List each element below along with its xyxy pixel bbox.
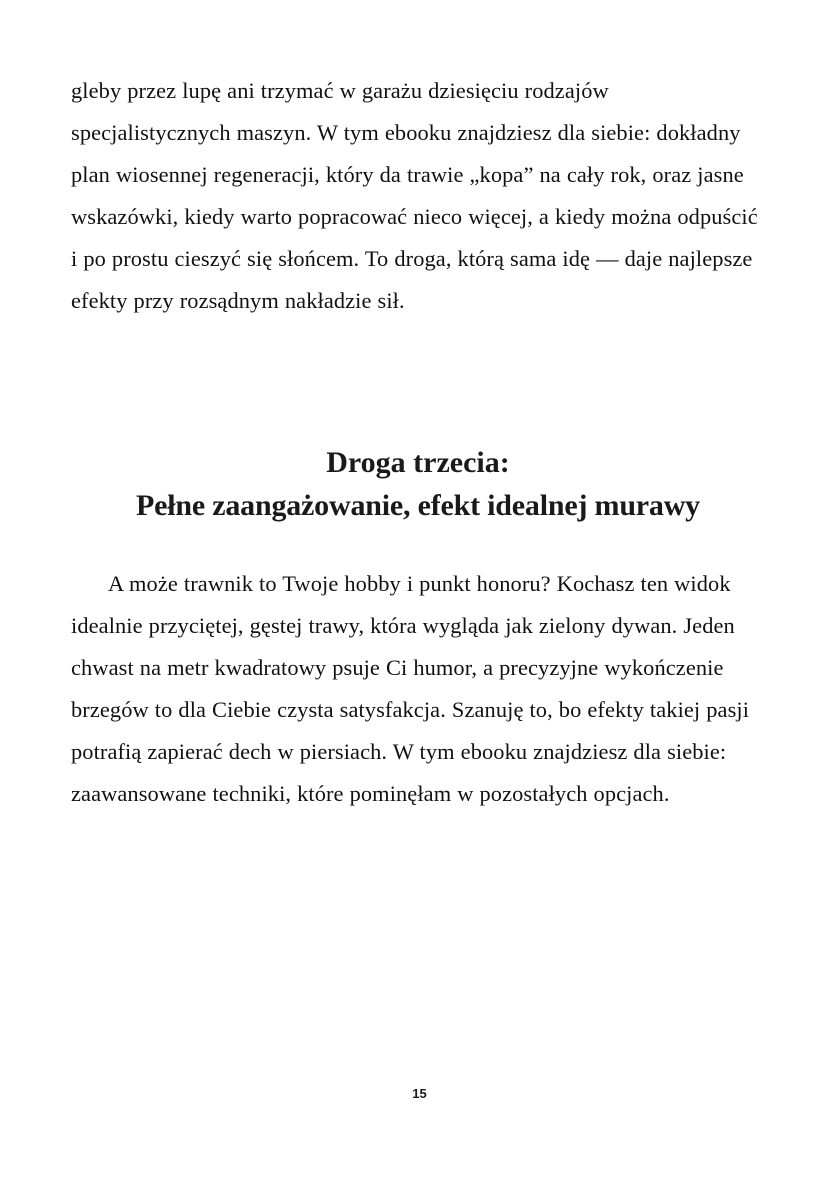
section-heading-block	[71, 441, 765, 527]
paragraph-after-heading-block	[71, 563, 765, 815]
section-heading-line-1: Droga trzecia:	[326, 446, 510, 479]
page-title	[71, 441, 765, 527]
paragraph-continued-block	[71, 70, 765, 322]
section-heading-line-2: Pełne zaangażowanie, efekt idealnej murawy	[135, 489, 700, 522]
page-number: 15	[412, 1086, 427, 1101]
paragraph-after-heading: A może trawnik to Twoje hobby i punkt honoru? Kochasz ten widok idealnie przyciętej, gęstej trawy, która wygląda jak zielony dywan. Jeden chwast na metr kwadratowy psuje Ci humor, a precyzyjne wykończenie brzegów to dla Ciebie czysta satysfakcja. Szanuję to, bo efekty takiej pasji potrafią zapierać dech w piersiach. W tym ebooku znajdziesz dla siebie: zaawansowane techniki, które pominęłam w pozostałych opcjach.	[71, 571, 750, 806]
paragraph-continued: gleby przez lupę ani trzymać w garażu dziesięciu rodzajów specjalistycznych maszyn. W tym ebooku znajdziesz dla siebie: dokładny plan wiosennej regeneracji, który da trawie „kopa” na cały rok, oraz jasne wskazówki, kiedy warto popracować nieco więcej, a kiedy można odpuścić i po prostu cieszyć się słońcem. To droga, którą sama idę — daje najlepsze efekty przy rozsądnym nakładzie sił.	[71, 78, 758, 313]
